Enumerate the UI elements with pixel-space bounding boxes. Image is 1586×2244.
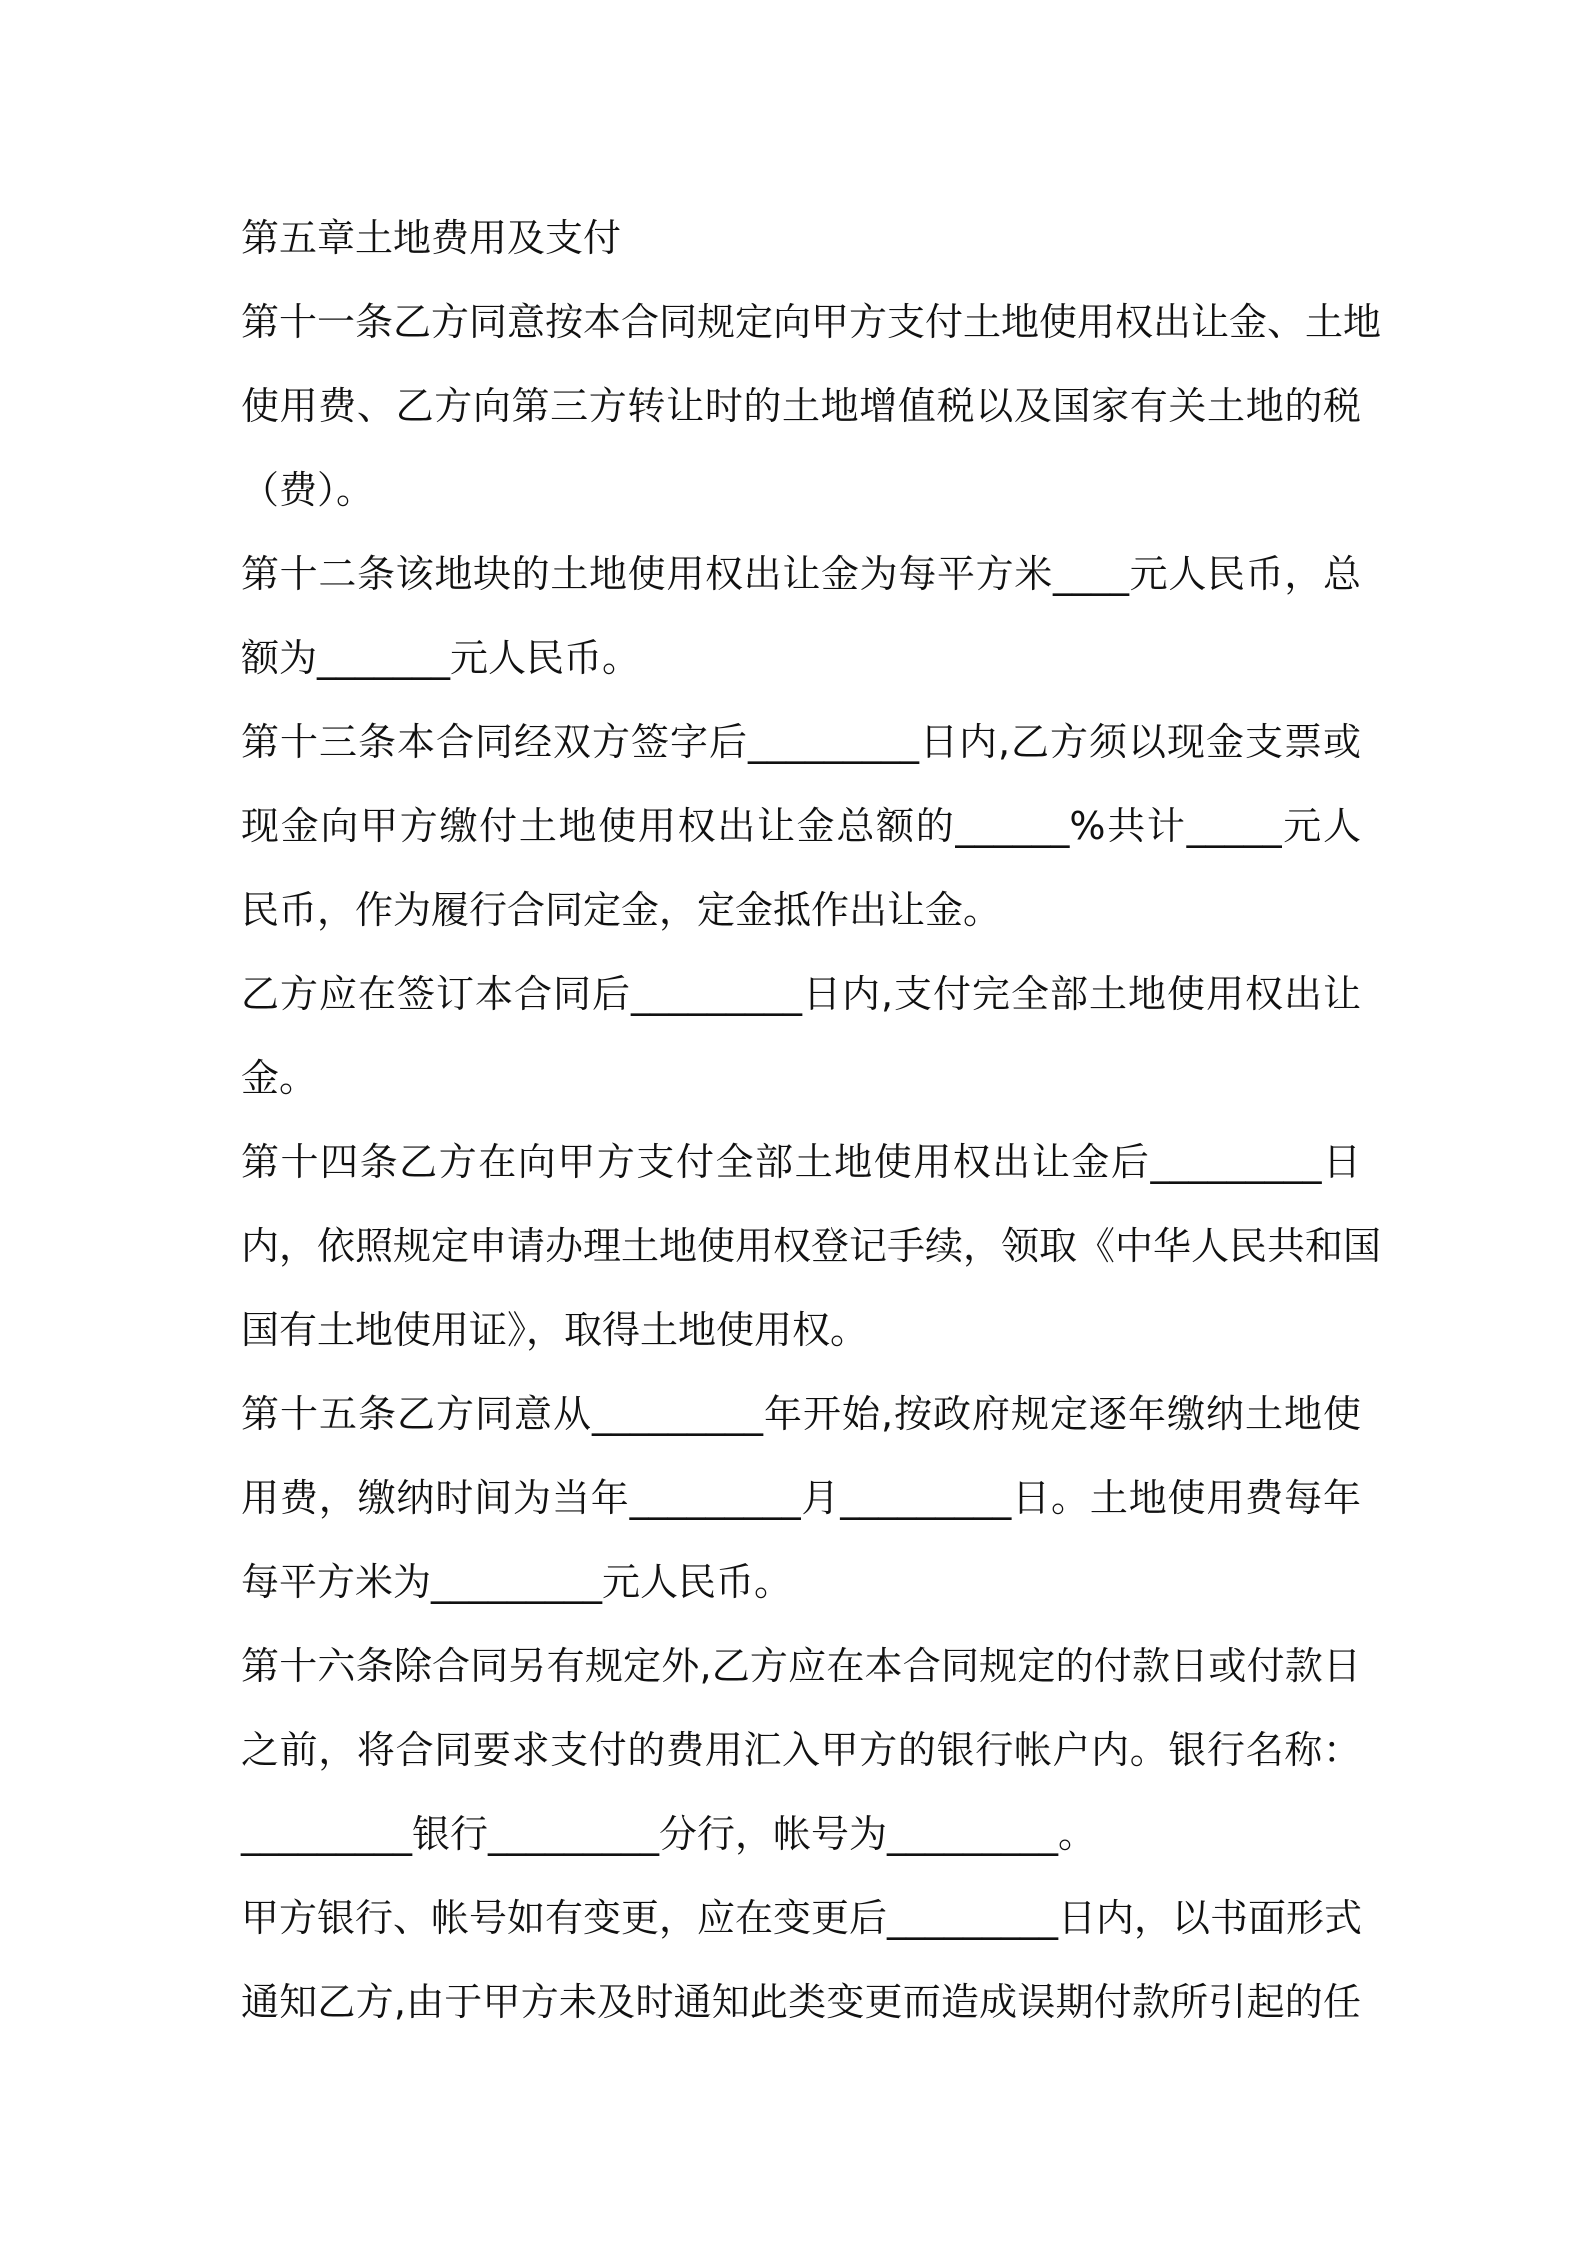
text-line: 第十六条除合同另有规定外,乙方应在本合同规定的付款日或付款日	[241, 1644, 1361, 1688]
text-line: 国有土地使用证》，取得土地使用权。	[241, 1308, 869, 1352]
text-line: 民币，作为履行合同定金，定金抵作出让金。	[241, 888, 1002, 932]
text-line: 第十二条该地块的土地使用权出让金为每平方米____元人民币，总	[241, 552, 1361, 596]
text-line: 第十五条乙方同意从_________年开始,按政府规定逐年缴纳土地使	[241, 1392, 1361, 1436]
text-line: _________银行_________分行，帐号为_________。	[241, 1812, 1097, 1856]
text-line: 第十一条乙方同意按本合同规定向甲方支付土地使用权出让金、土地	[241, 300, 1382, 344]
text-line: 现金向甲方缴付土地使用权出让金总额的______%共计_____元人	[241, 804, 1361, 848]
text-line: 乙方应在签订本合同后_________日内,支付完全部土地使用权出让	[241, 972, 1361, 1016]
text-line: 甲方银行、帐号如有变更，应在变更后_________日内，以书面形式	[241, 1896, 1363, 1940]
text-line: 之前，将合同要求支付的费用汇入甲方的银行帐户内。银行名称：	[241, 1728, 1361, 1772]
text-line: 每平方米为_________元人民币。	[241, 1560, 793, 1604]
text-line: 第十四条乙方在向甲方支付全部土地使用权出让金后_________日	[241, 1140, 1361, 1184]
text-line: 内，依照规定申请办理土地使用权登记手续，领取《中华人民共和国	[241, 1224, 1382, 1268]
text-line: 使用费、乙方向第三方转让时的土地增值税以及国家有关土地的税	[241, 384, 1361, 428]
text-line: 额为_______元人民币。	[241, 636, 641, 680]
text-line: 用费，缴纳时间为当年_________月_________日。土地使用费每年	[241, 1476, 1361, 1520]
text-line: 第十三条本合同经双方签字后_________日内,乙方须以现金支票或	[241, 720, 1361, 764]
text-line: 金。	[241, 1056, 318, 1100]
chapter-heading: 第五章土地费用及支付	[241, 216, 622, 260]
document-page	[241, 196, 1382, 2044]
text-line: 通知乙方,由于甲方未及时通知此类变更而造成误期付款所引起的任	[241, 1980, 1361, 2024]
text-line: （费）。	[241, 468, 375, 512]
